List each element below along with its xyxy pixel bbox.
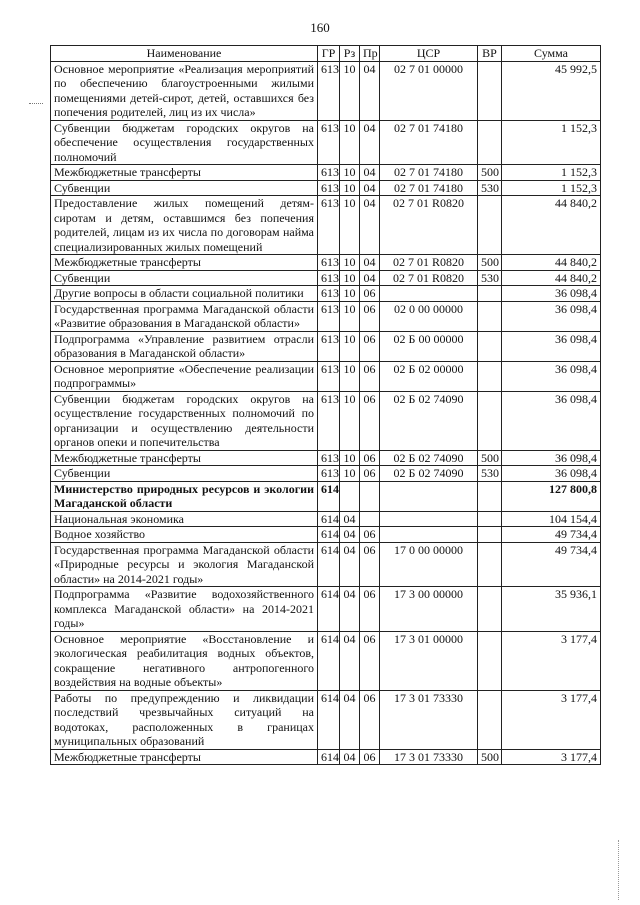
cell-name: Водное хозяйство [51, 527, 318, 543]
cell-csr: 02 Б 00 00000 [380, 331, 478, 361]
cell-vr: 530 [478, 270, 502, 286]
cell-name: Основное мероприятие «Восстановление и экологическая реабилитация водных объектов, сокращение негативного антропогенного воздействия на водные объекты» [51, 631, 318, 690]
cell-rz: 10 [340, 286, 360, 302]
cell-rz: 10 [340, 180, 360, 196]
cell-pr: 06 [360, 331, 380, 361]
cell-rz [340, 481, 360, 511]
cell-name: Межбюджетные трансферты [51, 165, 318, 181]
table-row [51, 180, 601, 196]
column-header-csr: ЦСР [380, 46, 478, 62]
cell-name: Субвенции бюджетам городских округов на осуществление государственных полномочий по организации и осуществлению деятельности органов опеки и попечительства [51, 391, 318, 450]
cell-gr: 613 [318, 165, 340, 181]
cell-vr [478, 331, 502, 361]
cell-pr: 06 [360, 391, 380, 450]
column-header-pr: Пр [360, 46, 380, 62]
cell-pr: 04 [360, 120, 380, 165]
scan-artifact [618, 840, 620, 900]
cell-vr [478, 690, 502, 749]
cell-name: Субвенции бюджетам городских округов на обеспечение осуществления государственных полномочий [51, 120, 318, 165]
table-row [51, 286, 601, 302]
cell-gr: 614 [318, 587, 340, 632]
cell-pr: 06 [360, 527, 380, 543]
cell-sum: 45 992,5 [502, 61, 601, 120]
cell-vr [478, 120, 502, 165]
cell-vr: 500 [478, 255, 502, 271]
table-row [51, 690, 601, 749]
cell-name: Подпрограмма «Управление развитием отрасли образования в Магаданской области» [51, 331, 318, 361]
cell-pr [360, 511, 380, 527]
cell-sum: 36 098,4 [502, 391, 601, 450]
cell-gr: 614 [318, 527, 340, 543]
cell-pr [360, 481, 380, 511]
cell-gr: 613 [318, 286, 340, 302]
cell-vr [478, 391, 502, 450]
cell-rz: 04 [340, 542, 360, 587]
table-row [51, 196, 601, 255]
cell-gr: 613 [318, 61, 340, 120]
cell-rz: 04 [340, 527, 360, 543]
table-row [51, 301, 601, 331]
cell-sum: 36 098,4 [502, 466, 601, 482]
table-row [51, 466, 601, 482]
cell-vr [478, 61, 502, 120]
table-row [51, 361, 601, 391]
cell-csr: 02 7 01 R0820 [380, 255, 478, 271]
table-row [51, 511, 601, 527]
column-header-sum: Сумма [502, 46, 601, 62]
cell-sum: 49 734,4 [502, 542, 601, 587]
cell-name: Министерство природных ресурсов и экологии Магаданской области [51, 481, 318, 511]
cell-csr [380, 286, 478, 302]
column-header-rz: Рз [340, 46, 360, 62]
cell-pr: 06 [360, 361, 380, 391]
cell-gr: 613 [318, 180, 340, 196]
cell-rz: 04 [340, 587, 360, 632]
cell-rz: 10 [340, 120, 360, 165]
cell-sum: 1 152,3 [502, 165, 601, 181]
cell-pr: 06 [360, 286, 380, 302]
table-row [51, 165, 601, 181]
cell-csr [380, 527, 478, 543]
cell-name: Субвенции [51, 466, 318, 482]
cell-name: Предоставление жилых помещений детям-сиротам и детям, оставшимся без попечения родителей, лицам из их числа по договорам найма специализированных жилых помещений [51, 196, 318, 255]
cell-gr: 613 [318, 450, 340, 466]
cell-pr: 04 [360, 165, 380, 181]
cell-pr: 04 [360, 255, 380, 271]
cell-csr: 02 Б 02 74090 [380, 391, 478, 450]
table-row [51, 255, 601, 271]
table-row [51, 450, 601, 466]
table-row [51, 391, 601, 450]
cell-name: Основное мероприятие «Реализация мероприятий по обеспечению благоустроенными жилыми помещениями детей-сирот, детей, оставшихся без попечения родителей, лиц из их числа» [51, 61, 318, 120]
cell-rz: 10 [340, 361, 360, 391]
cell-csr: 02 7 01 R0820 [380, 270, 478, 286]
cell-pr: 06 [360, 466, 380, 482]
cell-name: Основное мероприятие «Обеспечение реализации подпрограммы» [51, 361, 318, 391]
budget-table [50, 45, 601, 765]
cell-rz: 10 [340, 165, 360, 181]
cell-sum: 1 152,3 [502, 120, 601, 165]
cell-vr [478, 542, 502, 587]
cell-rz: 10 [340, 196, 360, 255]
cell-sum: 3 177,4 [502, 631, 601, 690]
cell-gr: 613 [318, 466, 340, 482]
cell-pr: 06 [360, 301, 380, 331]
table-row [51, 61, 601, 120]
cell-sum: 44 840,2 [502, 196, 601, 255]
cell-pr: 04 [360, 270, 380, 286]
cell-rz: 10 [340, 450, 360, 466]
cell-gr: 613 [318, 255, 340, 271]
table-row [51, 120, 601, 165]
cell-sum: 36 098,4 [502, 331, 601, 361]
cell-sum: 44 840,2 [502, 270, 601, 286]
cell-vr [478, 527, 502, 543]
cell-rz: 04 [340, 749, 360, 765]
cell-vr: 500 [478, 450, 502, 466]
cell-vr [478, 511, 502, 527]
table-row [51, 331, 601, 361]
cell-gr: 613 [318, 301, 340, 331]
cell-name: Субвенции [51, 270, 318, 286]
column-header-vr: ВР [478, 46, 502, 62]
table-row [51, 749, 601, 765]
cell-sum: 36 098,4 [502, 301, 601, 331]
cell-gr: 613 [318, 391, 340, 450]
cell-name: Межбюджетные трансферты [51, 749, 318, 765]
cell-csr: 17 3 01 73330 [380, 690, 478, 749]
cell-sum: 127 800,8 [502, 481, 601, 511]
cell-rz: 10 [340, 391, 360, 450]
cell-rz: 10 [340, 331, 360, 361]
cell-gr: 614 [318, 690, 340, 749]
cell-name: Субвенции [51, 180, 318, 196]
cell-sum: 36 098,4 [502, 361, 601, 391]
cell-sum: 35 936,1 [502, 587, 601, 632]
cell-pr: 06 [360, 450, 380, 466]
cell-pr: 06 [360, 587, 380, 632]
cell-vr [478, 481, 502, 511]
cell-sum: 104 154,4 [502, 511, 601, 527]
cell-gr: 614 [318, 631, 340, 690]
cell-pr: 06 [360, 542, 380, 587]
cell-vr [478, 301, 502, 331]
cell-sum: 36 098,4 [502, 286, 601, 302]
cell-name: Национальная экономика [51, 511, 318, 527]
cell-pr: 06 [360, 631, 380, 690]
table-row [51, 270, 601, 286]
table-row [51, 527, 601, 543]
cell-pr: 04 [360, 61, 380, 120]
cell-name: Государственная программа Магаданской области «Природные ресурсы и экология Магаданской области» на 2014-2021 годы» [51, 542, 318, 587]
cell-rz: 10 [340, 270, 360, 286]
table-row [51, 542, 601, 587]
cell-sum: 44 840,2 [502, 255, 601, 271]
cell-csr: 17 3 01 00000 [380, 631, 478, 690]
cell-csr: 02 0 00 00000 [380, 301, 478, 331]
cell-gr: 614 [318, 542, 340, 587]
cell-vr: 500 [478, 749, 502, 765]
cell-csr [380, 511, 478, 527]
cell-pr: 06 [360, 690, 380, 749]
cell-csr: 02 7 01 R0820 [380, 196, 478, 255]
cell-pr: 04 [360, 196, 380, 255]
cell-vr: 530 [478, 180, 502, 196]
cell-name: Подпрограмма «Развитие водохозяйственного комплекса Магаданской области» на 2014-2021 годы» [51, 587, 318, 632]
cell-csr: 02 7 01 74180 [380, 165, 478, 181]
cell-name: Работы по предупреждению и ликвидации последствий чрезвычайных ситуаций на водотоках, расположенных в границах муниципальных образований [51, 690, 318, 749]
table-row [51, 631, 601, 690]
cell-gr: 613 [318, 196, 340, 255]
cell-sum: 49 734,4 [502, 527, 601, 543]
cell-csr: 02 Б 02 74090 [380, 466, 478, 482]
cell-name: Межбюджетные трансферты [51, 255, 318, 271]
cell-gr: 613 [318, 270, 340, 286]
cell-sum: 36 098,4 [502, 450, 601, 466]
cell-pr: 04 [360, 180, 380, 196]
cell-vr: 530 [478, 466, 502, 482]
scan-artifact [29, 103, 43, 104]
cell-vr [478, 631, 502, 690]
cell-csr: 17 3 00 00000 [380, 587, 478, 632]
cell-rz: 04 [340, 511, 360, 527]
cell-vr [478, 196, 502, 255]
cell-gr: 613 [318, 120, 340, 165]
cell-gr: 614 [318, 511, 340, 527]
cell-vr [478, 361, 502, 391]
cell-csr: 02 Б 02 00000 [380, 361, 478, 391]
cell-name: Государственная программа Магаданской области «Развитие образования в Магаданской области» [51, 301, 318, 331]
cell-rz: 10 [340, 255, 360, 271]
cell-rz: 04 [340, 690, 360, 749]
cell-gr: 614 [318, 749, 340, 765]
cell-name: Другие вопросы в области социальной политики [51, 286, 318, 302]
cell-vr [478, 587, 502, 632]
cell-rz: 10 [340, 301, 360, 331]
table-row [51, 481, 601, 511]
cell-csr: 02 7 01 74180 [380, 180, 478, 196]
cell-pr: 06 [360, 749, 380, 765]
cell-rz: 04 [340, 631, 360, 690]
cell-sum: 1 152,3 [502, 180, 601, 196]
cell-sum: 3 177,4 [502, 690, 601, 749]
cell-rz: 10 [340, 61, 360, 120]
cell-csr: 02 Б 02 74090 [380, 450, 478, 466]
cell-gr: 614 [318, 481, 340, 511]
cell-sum: 3 177,4 [502, 749, 601, 765]
cell-vr: 500 [478, 165, 502, 181]
column-header-gr: ГР [318, 46, 340, 62]
cell-csr [380, 481, 478, 511]
table-header-row [51, 46, 601, 62]
cell-csr: 17 3 01 73330 [380, 749, 478, 765]
cell-gr: 613 [318, 331, 340, 361]
table-row [51, 587, 601, 632]
cell-rz: 10 [340, 466, 360, 482]
cell-name: Межбюджетные трансферты [51, 450, 318, 466]
column-header-name: Наименование [51, 46, 318, 62]
cell-vr [478, 286, 502, 302]
page-number: 160 [310, 20, 330, 35]
cell-csr: 17 0 00 00000 [380, 542, 478, 587]
cell-gr: 613 [318, 361, 340, 391]
cell-csr: 02 7 01 74180 [380, 120, 478, 165]
cell-csr: 02 7 01 00000 [380, 61, 478, 120]
